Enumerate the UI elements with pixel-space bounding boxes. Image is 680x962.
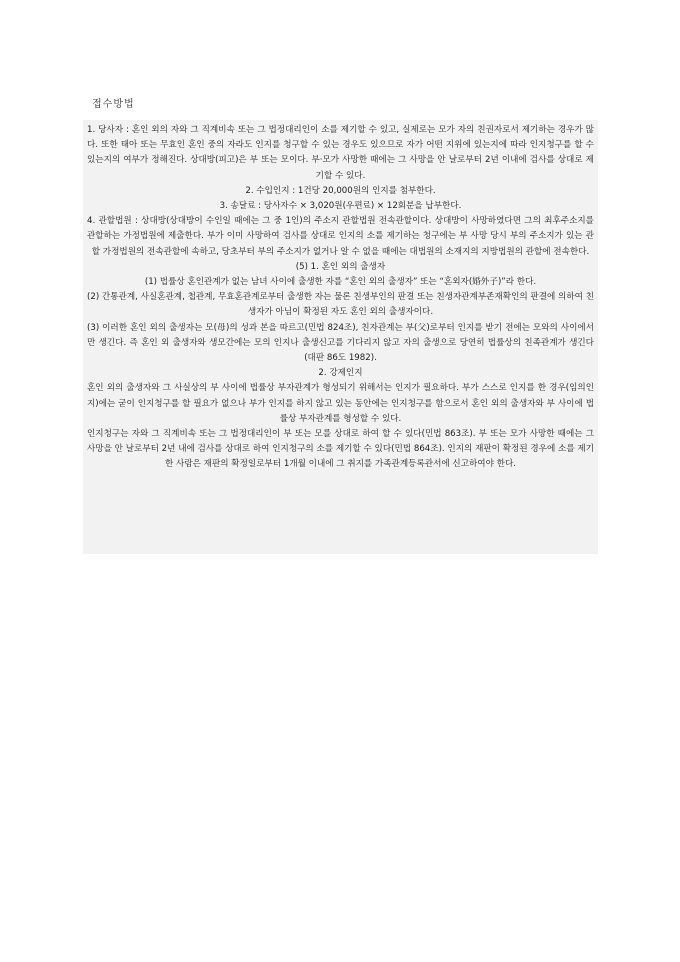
paragraph-categories: (2) 간통관계, 사실혼관계, 첩관계, 무효혼관계로부터 출생한 자는 물론 친생부인의 판결 또는 친생자관계부존재확인의 판결에 의하여 친생자가 아님이 확정된 자도 혼인 외의 출생자이다. bbox=[87, 292, 594, 318]
paragraph-recognition-claim: 인지청구는 자와 그 직계비속 또는 그 법정대리인이 부 또는 모를 상대로 하여 할 수 있다(민법 863조). 부 또는 모가 사망한 때에는 그 사망을 안 날로부터 2년 내에 검사를 상대로 하여 인지청구의 소를 제기할 수 있다(민법 864조). 인지의 재판이 확정된 경우에 소를 제기한 사람은 재판의 확정일로부터 1개월 이내에 그 취지를 가족관계등록관서에 신고하여야 한다. bbox=[87, 429, 594, 470]
subheading-out-of-wedlock-child: (5) 1. 혼인 외의 출생자 bbox=[295, 261, 386, 272]
paragraph-service-fee: 3. 송달료 : 당사자수 × 3,020원(우편료) × 12회분을 납부한다. bbox=[219, 201, 462, 212]
subheading-compulsory-recognition: 2. 강제인지 bbox=[318, 368, 363, 379]
paragraph-stamp-fee: 2. 수입인지 : 1건당 20,000원의 인지를 첨부한다. bbox=[245, 185, 436, 196]
section-heading: 접수방법 bbox=[92, 99, 135, 110]
paragraph-definition: (1) 법률상 혼인관계가 없는 남녀 사이에 출생한 자를 “혼인 외의 출생자” 또는 “혼외자(婚外子)”라 한다. bbox=[144, 277, 537, 288]
paragraph-recognition-need: 혼인 외의 출생자와 그 사실상의 부 사이에 법률상 부자관계가 형성되기 위해서는 인지가 필요하다. 부가 스스로 인지를 한 경우(임의인지)에는 굳이 인지청구를 할 필요가 없으나 부가 인지를 하지 않고 있는 동안에는 인지청구를 함으로서 혼인 외의 출생자와 부 사이에 법률상 부자관계를 형성할 수 있다. bbox=[87, 383, 594, 424]
paragraph-surname-relationship: (3) 이러한 혼인 외의 출생자는 모(母)의 성과 본을 따르고(민법 824조), 친자관계는 부(父)로부터 인지를 받기 전에는 모와의 사이에서만 생긴다. 즉 혼인 외 출생자와 생모간에는 모의 인지나 출생신고를 기다리지 않고 자의 출생으로 당연히 법률상의 친족관계가 생긴다(대판 86도 1982). bbox=[87, 322, 594, 364]
paragraph-jurisdiction: 4. 관할법원 : 상대방(상대방이 수인일 때에는 그 중 1인)의 주소지 관할법원 전속관할이다. 상대방이 사망하였다면 그의 최후주소지를 관할하는 가정법원에 제출한다. 부가 이미 사망하여 검사를 상대로 인지의 소를 제기하는 청구에는 부 사망 당시 부의 주소지가 있는 관할 가정법원의 전속관할에 속하고, 당초부터 부의 주소지가 없거나 알 수 없을 때에는 대법원의 소재지의 지방법원의 관할에 전속한다. bbox=[87, 216, 594, 257]
paragraph-parties: 1. 당사자 : 혼인 외의 자와 그 직계비속 또는 그 법정대리인이 소를 제기할 수 있고, 실제로는 모가 자의 친권자로서 제기하는 경우가 많다. 또한 태아 또는 무효인 혼인 중의 자라도 인지를 청구할 수 있는 경우도 있으므로 자가 어떤 지위에 있는지에 따라 인지청구를 할 수 있는지의 여부가 정해진다. 상대방(피고)은 부 또는 모이다. 부·모가 사망한 때에는 그 사망을 안 날로부터 2년 이내에 검사를 상대로 제기할 수 있다. bbox=[87, 125, 594, 181]
content-box bbox=[83, 120, 598, 554]
